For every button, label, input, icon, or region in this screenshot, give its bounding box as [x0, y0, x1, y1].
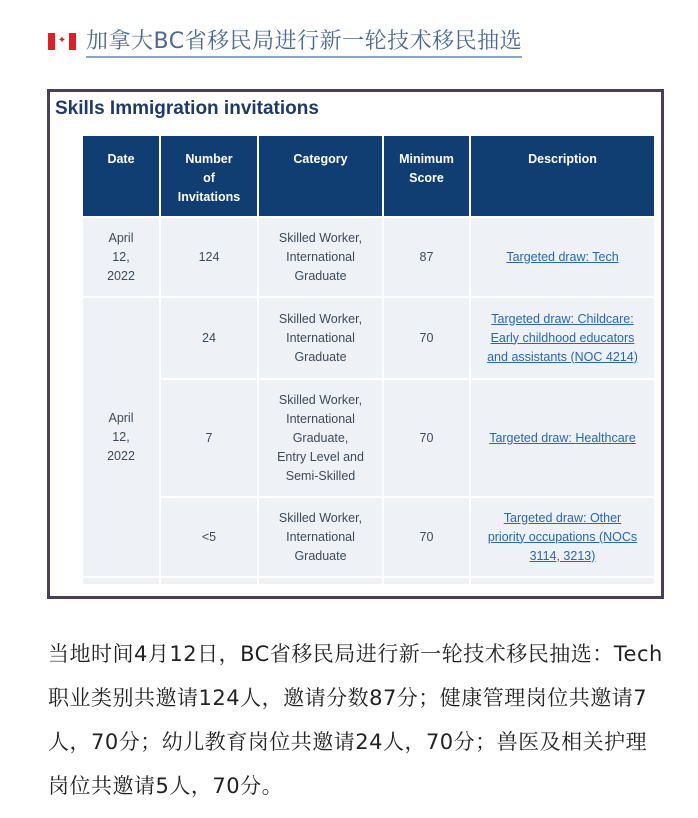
col-number: [161, 136, 257, 216]
col-minimum: [384, 136, 469, 216]
table-row: [83, 380, 654, 496]
canada-flag-icon: [48, 33, 76, 50]
cell-date: April 12, 2022: [83, 218, 159, 296]
col-description: Description: [471, 136, 654, 216]
cell-score: 70: [384, 380, 469, 496]
cell-date: April 12, 2022: [83, 298, 159, 576]
article-heading: [48, 24, 522, 58]
cell-invitations: 24: [161, 298, 257, 378]
table-header-row: [83, 136, 654, 216]
maple-leaf-icon: ✦: [55, 33, 69, 50]
table-row: [83, 298, 654, 378]
col-number-line: of: [203, 171, 215, 185]
table-title: Skills Immigration invitations: [55, 98, 319, 119]
heading-link[interactable]: 加拿大BC省移民局进行新一轮技术移民抽选: [86, 24, 522, 58]
col-minimum-line: Score: [409, 171, 444, 185]
cell-invitations: 124: [161, 218, 257, 296]
invitations-table: [81, 134, 656, 586]
table-row: [83, 498, 654, 576]
cell-score: 87: [384, 218, 469, 296]
cell-description: [471, 498, 654, 576]
cell-category: Skilled Worker, International Graduate: [259, 298, 382, 378]
link-healthcare[interactable]: Targeted draw: Healthcare: [489, 430, 636, 445]
link-other-priority[interactable]: Targeted draw: Other priority occupations (NOCs 3114, 3213): [487, 510, 638, 563]
col-minimum-line: Minimum: [399, 152, 454, 166]
table-row: [83, 218, 654, 296]
cell-invitations: <5: [161, 498, 257, 576]
link-childcare[interactable]: Targeted draw: Childcare: Early childhood educators and assistants (NOC 4214): [487, 311, 638, 364]
col-number-line: Number: [185, 152, 233, 166]
cell-score: 70: [384, 498, 469, 576]
table-bottom-strip: [83, 578, 654, 584]
cell-description: [471, 298, 654, 378]
cell-category: Skilled Worker, International Graduate: [259, 498, 382, 576]
col-number-line: Invitations: [177, 190, 241, 204]
link-tech[interactable]: Targeted draw: Tech: [506, 249, 619, 264]
col-category: Category: [259, 136, 382, 216]
cell-description: [471, 218, 654, 296]
cell-description: [471, 380, 654, 496]
cell-category: Skilled Worker, International Graduate: [259, 218, 382, 296]
article-paragraph: 当地时间4月12日，BC省移民局进行新一轮技术移民抽选：Tech职业类别共邀请124人，邀请分数87分；健康管理岗位共邀请7人，70分；幼儿教育岗位共邀请24人，70分；兽医及相关护理岗位共邀请5人，70分。: [48, 642, 663, 798]
cell-category: Skilled Worker, International Graduate, Entry Level and Semi-Skilled: [259, 380, 382, 496]
cell-invitations: 7: [161, 380, 257, 496]
col-date: Date: [83, 136, 159, 216]
cell-score: 70: [384, 298, 469, 378]
screenshot-frame: [47, 89, 664, 599]
